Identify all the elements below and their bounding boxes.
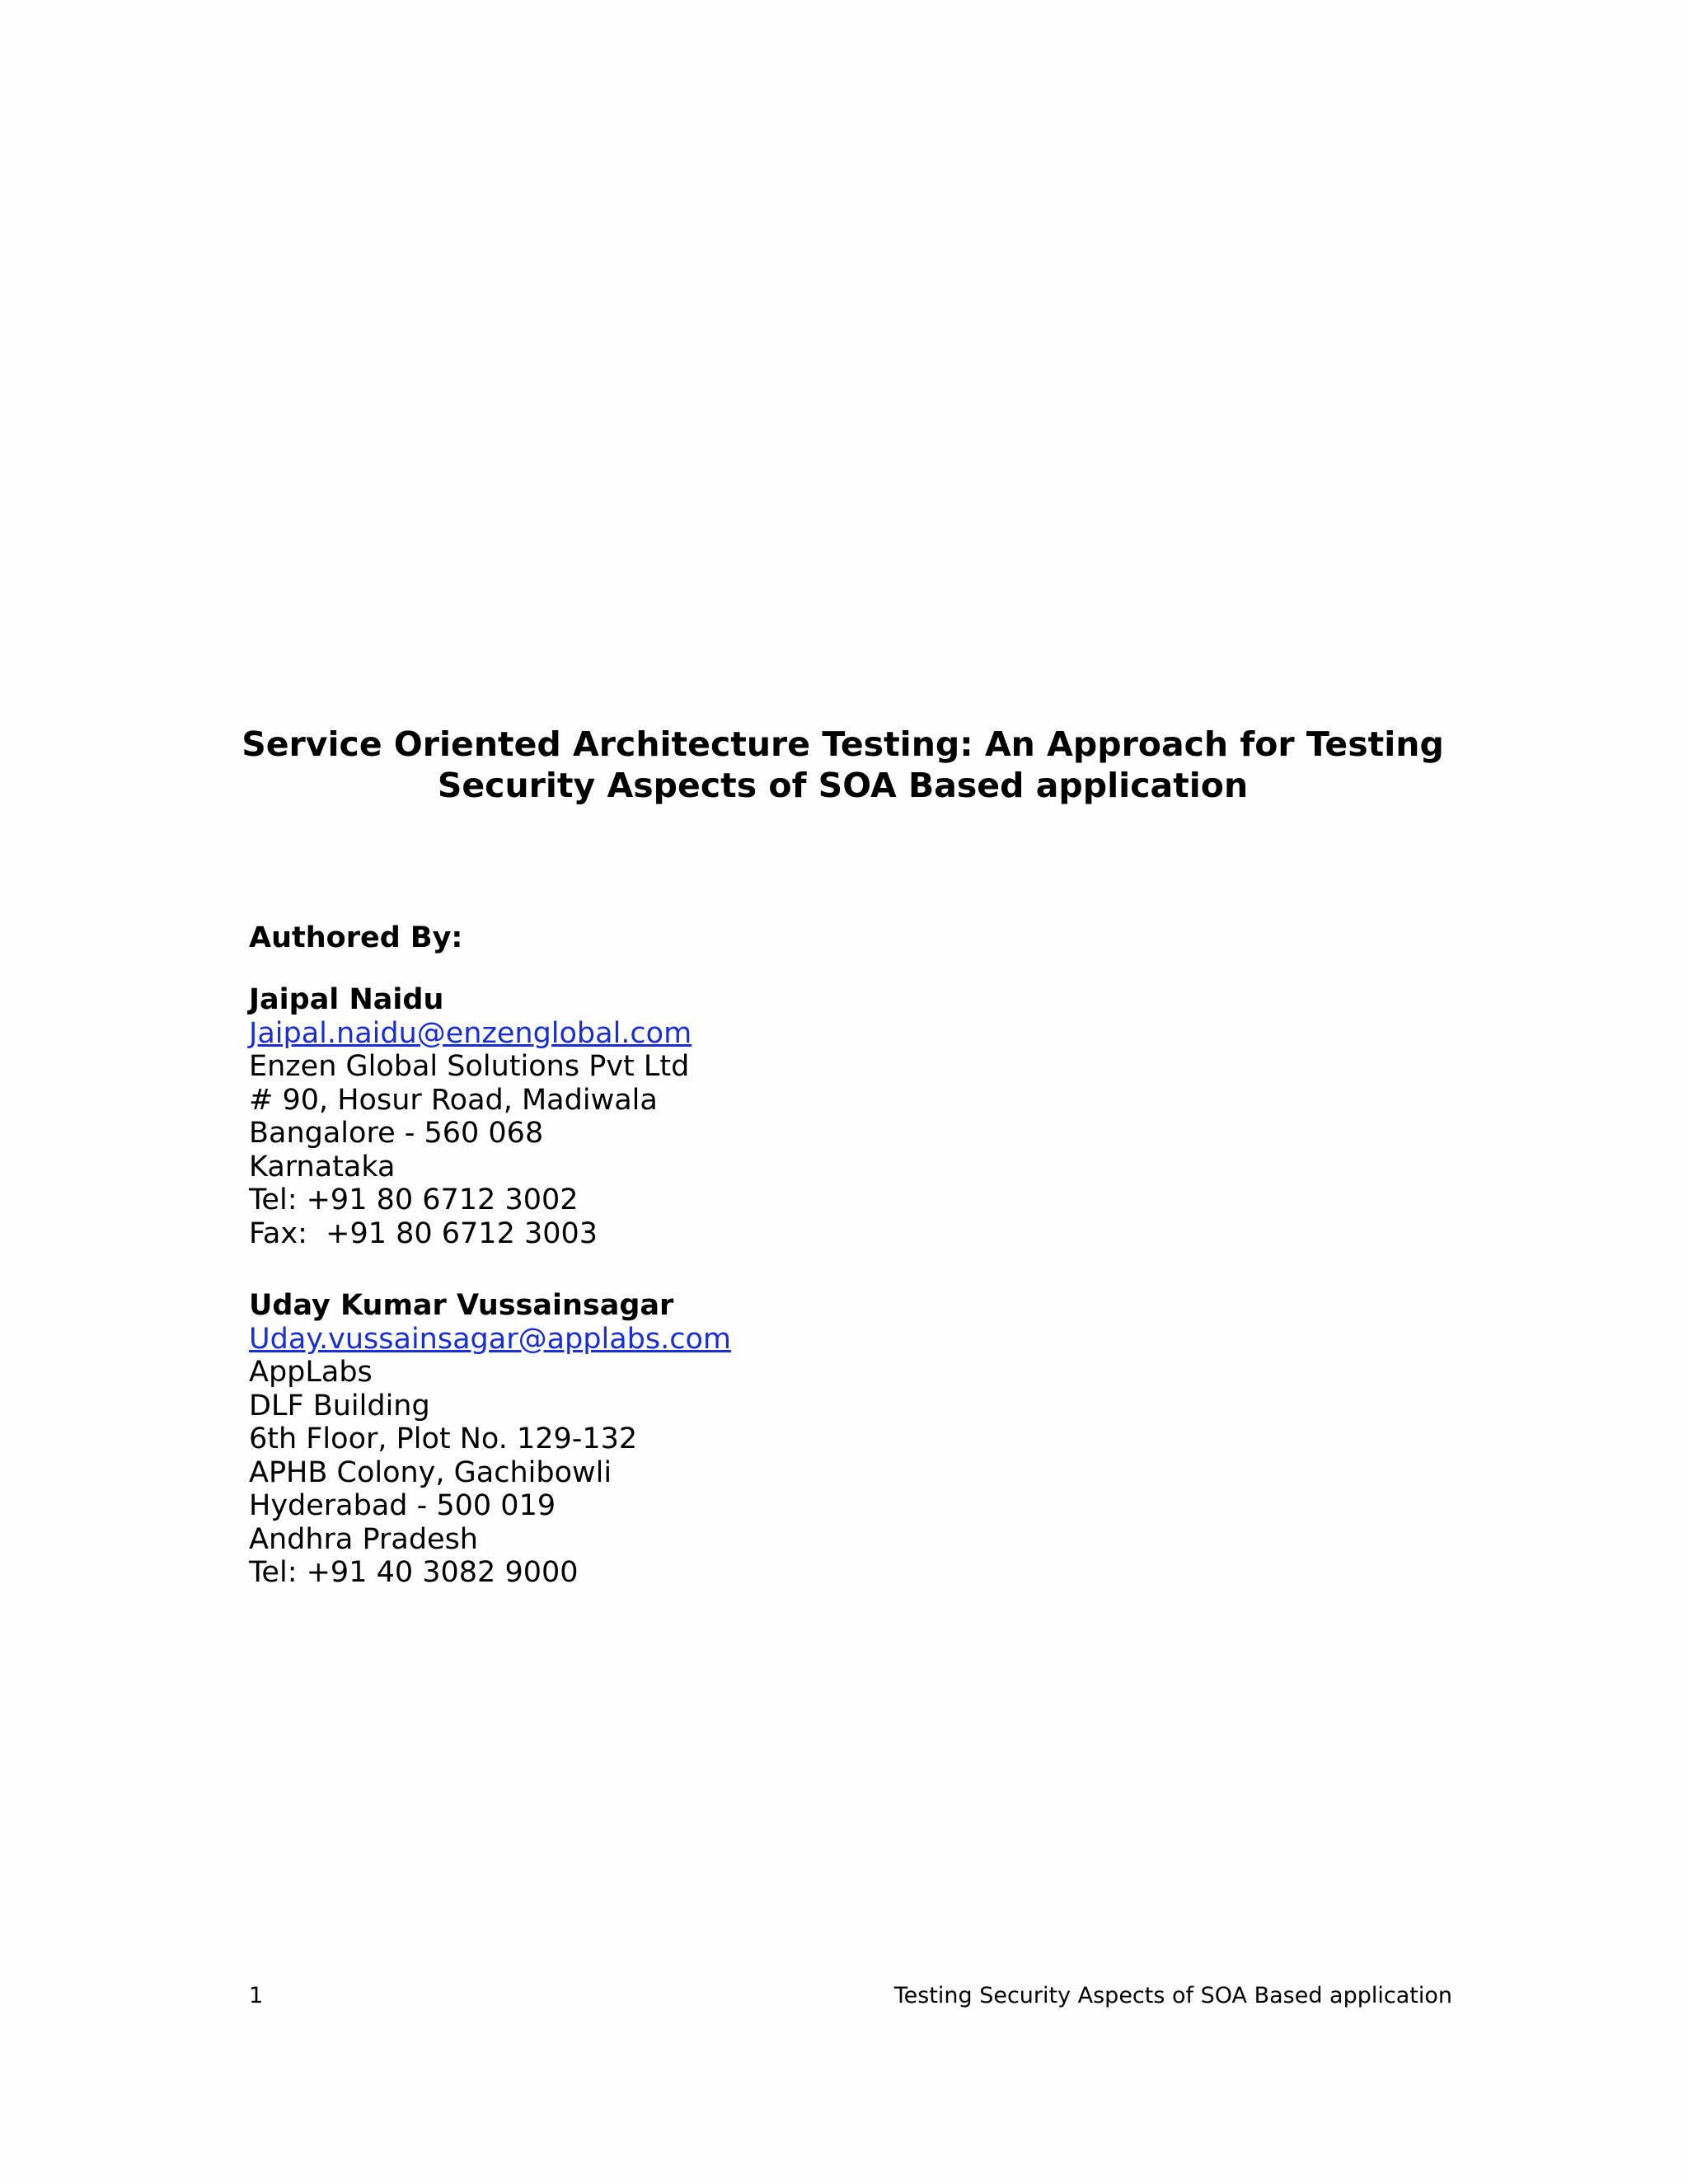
address-line: Bangalore - 560 068 xyxy=(249,1117,544,1150)
authored-by-heading: Authored By: xyxy=(249,921,463,954)
address-line: Enzen Global Solutions Pvt Ltd xyxy=(249,1050,690,1083)
title-line-1: Service Oriented Architecture Testing: An Approach for Testing xyxy=(241,724,1444,764)
author-email-link[interactable]: Uday.vussainsagar@applabs.com xyxy=(249,1323,731,1356)
address-line: DLF Building xyxy=(249,1389,430,1422)
author-block-1 xyxy=(249,982,1403,1250)
author-name: Uday Kumar Vussainsagar xyxy=(249,1289,674,1322)
document-title xyxy=(165,724,1521,806)
address-line: 6th Floor, Plot No. 129-132 xyxy=(249,1422,638,1455)
footer-running-title: Testing Security Aspects of SOA Based application xyxy=(893,1983,1452,2008)
telephone-line: Tel: +91 40 3082 9000 xyxy=(249,1556,579,1589)
page-number: 1 xyxy=(249,1983,264,2008)
title-line-2: Security Aspects of SOA Based application xyxy=(437,766,1249,805)
telephone-line: Tel: +91 80 6712 3002 xyxy=(249,1183,579,1216)
address-line: # 90, Hosur Road, Madiwala xyxy=(249,1083,658,1117)
address-line: Andhra Pradesh xyxy=(249,1522,478,1556)
fax-line: Fax: +91 80 6712 3003 xyxy=(249,1216,598,1250)
address-line: APHB Colony, Gachibowli xyxy=(249,1455,612,1489)
author-email-link[interactable]: Jaipal.naidu@enzenglobal.com xyxy=(249,1017,692,1050)
address-line: Hyderabad - 500 019 xyxy=(249,1489,556,1522)
author-name: Jaipal Naidu xyxy=(249,983,444,1016)
author-block-2 xyxy=(249,1288,1403,1590)
address-line: Karnataka xyxy=(249,1150,396,1183)
address-line: AppLabs xyxy=(249,1356,373,1389)
authors-section xyxy=(249,916,1403,1628)
